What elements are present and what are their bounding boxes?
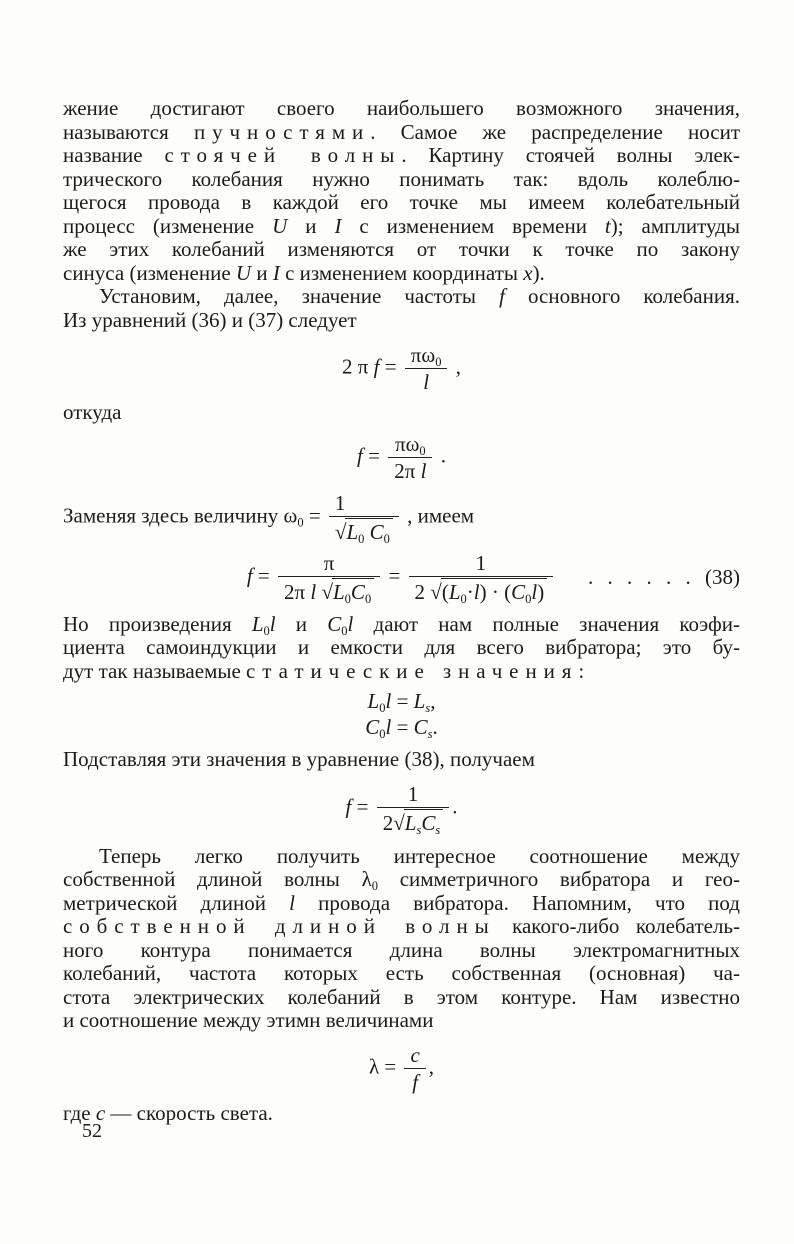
text-line	[63, 1009, 740, 1033]
text-line	[63, 191, 740, 215]
text-line	[63, 215, 740, 239]
text-segment: пучностями	[193, 119, 371, 144]
text-segment: метрической длиной	[63, 890, 290, 915]
subscript: 0	[383, 532, 390, 547]
subscript: 0	[297, 515, 304, 530]
text-line	[63, 285, 740, 309]
denominator	[404, 1068, 425, 1095]
text-line	[63, 168, 740, 192]
text-line	[63, 238, 740, 262]
subscript: 0	[364, 592, 372, 607]
fraction	[404, 1042, 425, 1095]
subscript: s	[425, 701, 431, 716]
text-segment: U	[235, 260, 252, 285]
text-segment: с изменением времени	[341, 213, 605, 238]
text-segment: f	[373, 354, 380, 379]
text-segment: λ	[368, 1054, 380, 1079]
formula-f-final	[63, 781, 740, 836]
text-line	[63, 660, 740, 684]
text-segment: =	[383, 563, 406, 588]
text-segment: собственной длиной волны	[63, 867, 362, 892]
text-segment: 1	[475, 551, 487, 576]
formula-lambda	[63, 1042, 740, 1095]
text-segment: ного контура понимается длина волны электромагнитных	[63, 937, 740, 962]
para-intro	[63, 97, 740, 285]
text-segment: и	[251, 260, 273, 285]
sqrt-radical	[321, 578, 374, 607]
text-segment: Но произведения	[63, 611, 252, 636]
text-line	[63, 748, 740, 772]
formula-Ls	[63, 690, 740, 714]
formula-f-basic	[63, 431, 740, 484]
text-segment: π	[323, 551, 335, 576]
text-segment: C	[365, 714, 380, 739]
text-segment: же этих колебаний изменяются от точки к точке по закону	[63, 237, 740, 261]
text-segment: (	[441, 580, 449, 605]
text-segment: =	[379, 1054, 402, 1079]
text-segment: ); амплитуды	[610, 213, 740, 238]
text-segment: где	[63, 1101, 96, 1126]
text-segment: — скорость света.	[105, 1101, 273, 1126]
subscript: 0	[263, 623, 270, 638]
text-segment: I	[272, 260, 280, 285]
text-segment: . Самое же распределение носит	[370, 119, 740, 144]
text-segment: L	[413, 689, 426, 714]
text-segment: Теперь легко получить интересное соотношение между	[99, 843, 740, 868]
text-line	[63, 892, 740, 916]
denominator	[377, 807, 449, 836]
text-segment: L	[332, 580, 345, 605]
text-segment: L	[404, 810, 417, 835]
text-segment: =	[252, 563, 275, 588]
text-segment: l	[347, 611, 354, 636]
fraction	[377, 781, 449, 836]
text-segment: 1	[407, 781, 419, 806]
text-segment: .	[432, 714, 438, 739]
text-segment: ,	[428, 1054, 435, 1079]
fraction	[405, 342, 448, 395]
text-segment: циента самоиндукции и емкости для всего вибратора; это бу-	[63, 635, 740, 660]
fraction	[278, 550, 380, 605]
text-segment: C	[369, 520, 384, 545]
numerator	[404, 1042, 425, 1068]
text-segment: ,	[430, 689, 436, 714]
subscript: 0	[379, 701, 386, 716]
numerator	[409, 550, 554, 576]
text-segment: ·	[466, 580, 474, 605]
numerator	[388, 431, 432, 457]
text-segment: название	[63, 143, 165, 167]
radical-sign-icon: √	[321, 580, 333, 605]
text-segment: L	[346, 520, 359, 545]
equation-number: . . . . . . (38)	[588, 565, 740, 590]
text-segment: I	[334, 213, 342, 238]
text-segment: процесс (изменение	[63, 213, 273, 238]
text-segment: .	[435, 443, 446, 468]
text-segment: C	[421, 810, 436, 835]
text-segment: λ	[361, 867, 372, 892]
subscript: 0	[419, 443, 426, 458]
text-segment: Подставляя эти значения в уравнение (38), получаем	[63, 747, 535, 772]
text-segment: U	[272, 213, 288, 238]
text-segment: =	[362, 443, 386, 468]
text-segment: l	[420, 458, 427, 483]
denominator	[409, 576, 554, 605]
text-segment: C	[413, 714, 428, 739]
text-line	[63, 845, 740, 869]
text-segment: C	[511, 580, 526, 605]
subscript: 0	[358, 532, 365, 547]
text-segment: основного колебания.	[504, 284, 740, 308]
formula-Cs	[63, 716, 740, 740]
numerator	[278, 550, 380, 576]
text-segment: 2	[382, 810, 394, 835]
text-segment: и соотношение между этимн величинами	[63, 1008, 434, 1033]
sqrt-radical	[393, 809, 443, 835]
text-segment: f	[345, 794, 352, 819]
text-line	[63, 962, 740, 986]
text-segment: 2π	[394, 458, 421, 483]
text-segment: с изменением координаты	[279, 260, 524, 285]
text-segment: ).	[532, 260, 545, 285]
text-line	[63, 262, 740, 286]
subscript: s	[416, 822, 422, 837]
text-segment: стота электрических колебаний в этом контуре. Нам известно	[63, 984, 740, 1009]
fraction	[409, 550, 554, 605]
text-line	[63, 309, 740, 333]
text-segment: πω	[410, 343, 436, 367]
text-segment: Из уравнений (36) и (37) следует	[63, 307, 357, 332]
text-segment: l	[310, 580, 317, 605]
text-segment: статические значения	[246, 658, 579, 683]
text-segment: Заменяя здесь величину	[63, 503, 284, 528]
text-line	[63, 1102, 740, 1126]
para-otkuda	[63, 401, 740, 425]
numerator	[329, 490, 399, 516]
text-line	[63, 613, 740, 637]
text-segment: c	[95, 1101, 106, 1126]
text-segment: l	[385, 714, 392, 739]
text-segment: дают нам полные значения коэфи-	[353, 611, 740, 636]
denominator	[278, 576, 380, 605]
text-segment: Установим, далее, значение частоты	[99, 284, 500, 308]
sqrt-radical	[430, 578, 547, 607]
para-no-proizvedeniya	[63, 613, 740, 684]
text-segment: дут так называемые	[63, 658, 247, 683]
text-segment: t	[604, 213, 611, 238]
text-segment: какого-либо колебатель-	[495, 914, 741, 939]
text-segment: l	[423, 370, 430, 395]
text-segment: l	[269, 611, 276, 636]
text-segment: 2 π	[342, 354, 374, 379]
radical-sign-icon: √	[393, 810, 405, 835]
text-segment: 2π	[284, 580, 311, 605]
page-number: 52	[82, 1120, 102, 1142]
text-line	[63, 121, 740, 145]
text-segment: :	[578, 658, 585, 683]
sqrt-radical	[334, 518, 393, 547]
text-segment: c	[410, 1042, 420, 1067]
denominator	[405, 368, 448, 395]
text-segment: L	[367, 689, 380, 714]
subscript: 0	[525, 592, 532, 607]
denominator	[388, 457, 432, 484]
text-segment: l	[385, 689, 392, 714]
text-segment: собственной длиной волны	[63, 914, 496, 939]
subscript: s	[427, 726, 433, 741]
formula-38	[63, 550, 740, 605]
text-segment: x	[523, 260, 533, 285]
para-gde	[63, 1102, 740, 1126]
radicand	[441, 578, 547, 607]
para-podstavlyaya	[63, 748, 740, 772]
radicand	[404, 809, 443, 835]
text-segment: f	[246, 563, 253, 588]
text-segment: l	[531, 580, 538, 605]
text-segment: f	[499, 284, 505, 308]
text-line	[63, 939, 740, 963]
text-block	[63, 97, 740, 1126]
text-segment: откуда	[63, 400, 122, 425]
text-line	[63, 144, 740, 168]
text-segment: жение достигают своего наибольшего возможного значения,	[63, 96, 740, 120]
para-zamenyaya	[63, 490, 740, 545]
text-segment: =	[351, 794, 374, 819]
text-segment: f	[412, 1070, 419, 1095]
text-segment: f	[357, 443, 363, 468]
radical-sign-icon: √	[430, 580, 442, 605]
text-segment: L	[251, 611, 264, 636]
fraction	[388, 431, 432, 484]
text-segment: L	[448, 580, 461, 605]
subscript: 0	[379, 726, 386, 741]
text-segment: )	[537, 580, 545, 605]
text-segment: трического колебания нужно понимать так: вдоль колеблю-	[63, 166, 740, 191]
subscript: 0	[460, 592, 467, 607]
text-segment: C	[327, 611, 342, 636]
text-segment: симметричного вибратора и гео-	[378, 867, 740, 892]
fraction	[329, 490, 399, 545]
radical-sign-icon: √	[334, 520, 347, 545]
text-segment: и	[275, 611, 328, 636]
text-segment: , имеем	[401, 503, 475, 528]
text-line	[63, 915, 740, 939]
text-segment: щегося провода в каждой его точке мы имеем колебательный	[63, 190, 740, 214]
text-line	[63, 401, 740, 425]
radicand	[345, 518, 392, 547]
radicand	[332, 578, 374, 607]
text-segment: l	[289, 890, 295, 915]
subscript: 0	[341, 623, 348, 638]
text-segment: =	[303, 503, 326, 528]
subscript: s	[435, 822, 441, 837]
subscript: 0	[371, 879, 379, 894]
text-segment: синуса (изменение	[63, 260, 236, 285]
text-segment: . Картину стоячей волны элек-	[401, 143, 740, 167]
text-segment: l	[473, 580, 480, 605]
para-teper	[63, 845, 740, 1033]
numerator	[405, 342, 448, 368]
para-ustanovim	[63, 285, 740, 332]
text-segment: колебаний, частота которых есть собственная (основная) ча-	[63, 961, 740, 986]
text-segment: πω	[394, 431, 420, 456]
text-segment: ) · (	[479, 580, 512, 605]
text-segment: C	[350, 580, 365, 605]
numerator	[377, 781, 449, 807]
text-segment: .	[452, 794, 458, 819]
text-segment: ω	[283, 503, 298, 528]
text-segment: называются	[63, 119, 194, 144]
text-segment: провода вибратора. Напомним, что под	[294, 890, 740, 915]
text-line	[63, 490, 740, 545]
text-segment: 2	[414, 580, 431, 605]
text-line	[63, 868, 740, 892]
text-line	[63, 636, 740, 660]
denominator	[329, 516, 399, 545]
text-segment: ,	[450, 354, 461, 379]
formula-2pi-f	[63, 342, 740, 395]
text-segment: и	[287, 213, 335, 238]
text-segment: =	[379, 354, 402, 379]
text-segment: 1	[334, 491, 346, 516]
subscript: 0	[344, 592, 351, 607]
text-line	[63, 97, 740, 121]
text-segment: стоячей волны	[164, 143, 402, 167]
text-line	[63, 986, 740, 1010]
text-segment: =	[391, 714, 414, 739]
text-segment: =	[391, 689, 414, 714]
subscript: 0	[435, 355, 442, 369]
